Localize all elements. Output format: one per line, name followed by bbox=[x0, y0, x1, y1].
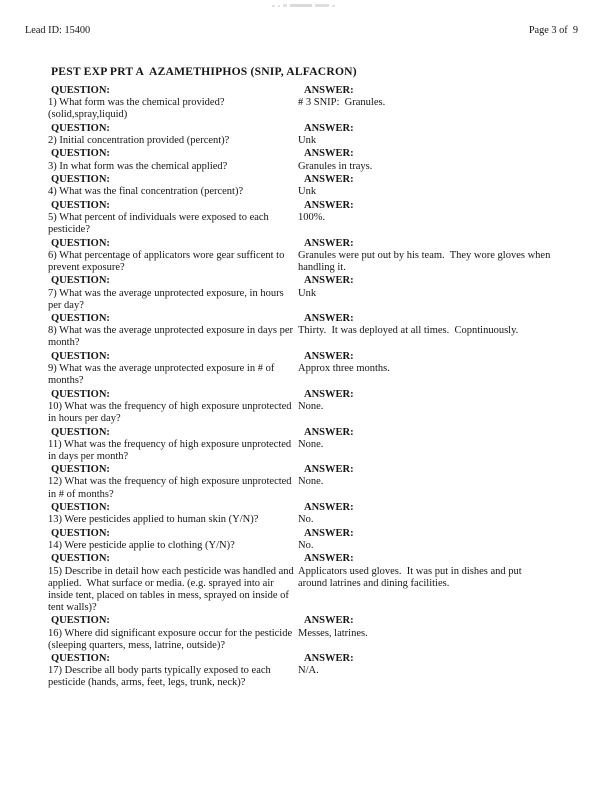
scan-artifact bbox=[272, 3, 335, 8]
answer-label: ANSWER: bbox=[304, 653, 354, 665]
answer-label: ANSWER: bbox=[304, 502, 354, 514]
answer-text: # 3 SNIP: Granules. bbox=[298, 97, 386, 109]
answer-label: ANSWER: bbox=[304, 615, 354, 627]
qa-block bbox=[48, 148, 563, 172]
document-title: PEST EXP PRT A AZAMETHIPHOS (SNIP, ALFACRON) bbox=[51, 65, 357, 78]
question-text: 1) What form was the chemical provided?(solid,spray,liquid) bbox=[48, 97, 225, 121]
qa-block bbox=[48, 502, 563, 526]
answer-text: Unk bbox=[298, 186, 317, 198]
question-text: 10) What was the frequency of high exposure unprotected in hours per day? bbox=[48, 400, 295, 424]
answer-text: Unk bbox=[298, 134, 317, 146]
answer-label: ANSWER: bbox=[304, 464, 354, 476]
question-text: 9) What was the average unprotected exposure in # of months? bbox=[48, 363, 277, 387]
qa-block bbox=[48, 123, 563, 147]
qa-block bbox=[48, 238, 563, 274]
answer-label: ANSWER: bbox=[304, 527, 354, 539]
answer-label: ANSWER: bbox=[304, 350, 354, 362]
question-text: 4) What was the final concentration (percent)? bbox=[48, 186, 244, 198]
qa-block bbox=[48, 427, 563, 463]
question-label: QUESTION: bbox=[51, 653, 110, 665]
answer-label: ANSWER: bbox=[304, 313, 354, 325]
answer-label: ANSWER: bbox=[304, 148, 354, 160]
question-text: 12) What was the frequency of high exposure unprotected in # of months? bbox=[48, 476, 295, 500]
answer-label: ANSWER: bbox=[304, 275, 354, 287]
question-label: QUESTION: bbox=[51, 502, 110, 514]
question-label: QUESTION: bbox=[51, 313, 110, 325]
qa-block bbox=[48, 553, 563, 613]
question-text: 2) Initial concentration provided (percent)? bbox=[48, 134, 230, 146]
answer-label: ANSWER: bbox=[304, 122, 354, 134]
answer-text: None. bbox=[298, 400, 324, 412]
question-text: 14) Were pesticide applie to clothing (Y/N)? bbox=[48, 539, 235, 551]
answer-text: None. bbox=[298, 438, 324, 450]
qa-block bbox=[48, 174, 563, 198]
lead-id-label: Lead ID: 15400 bbox=[25, 25, 91, 36]
qa-block bbox=[48, 313, 563, 349]
question-label: QUESTION: bbox=[51, 174, 110, 186]
qa-block bbox=[48, 200, 563, 236]
answer-text: 100%. bbox=[298, 211, 326, 223]
question-text: 17) Describe all body parts typically exposed to each pesticide (hands, arms, feet, legs, trunk, neck)? bbox=[48, 665, 274, 689]
question-label: QUESTION: bbox=[51, 527, 110, 539]
answer-label: ANSWER: bbox=[304, 85, 354, 96]
qa-block bbox=[48, 464, 563, 500]
question-label: QUESTION: bbox=[51, 122, 110, 134]
question-label: QUESTION: bbox=[51, 350, 110, 362]
question-text: 8) What was the average unprotected exposure in days per month? bbox=[48, 325, 296, 349]
question-label: QUESTION: bbox=[51, 237, 110, 249]
question-label: QUESTION: bbox=[51, 85, 110, 96]
question-label: QUESTION: bbox=[51, 388, 110, 400]
qa-block bbox=[48, 528, 563, 552]
qa-block bbox=[48, 615, 563, 651]
question-label: QUESTION: bbox=[51, 199, 110, 211]
answer-text: None. bbox=[298, 476, 324, 488]
question-text: 6) What percentage of applicators wore gear sufficent to prevent exposure? bbox=[48, 249, 287, 273]
question-label: QUESTION: bbox=[51, 275, 110, 287]
answer-label: ANSWER: bbox=[304, 237, 354, 249]
answer-label: ANSWER: bbox=[304, 426, 354, 438]
answer-text: Applicators used gloves. It was put in dishes and put around latrines and dining facilities. bbox=[298, 565, 525, 589]
question-text: 16) Where did significant exposure occur for the pesticide (sleeping quarters, mess, latrine, outside)? bbox=[48, 627, 295, 651]
answer-text: Approx three months. bbox=[298, 363, 390, 375]
qa-block bbox=[48, 85, 563, 121]
question-answer-list bbox=[48, 85, 563, 691]
answer-label: ANSWER: bbox=[304, 388, 354, 400]
question-label: QUESTION: bbox=[51, 553, 110, 565]
qa-block bbox=[48, 653, 563, 689]
answer-label: ANSWER: bbox=[304, 199, 354, 211]
question-label: QUESTION: bbox=[51, 426, 110, 438]
question-text: 5) What percent of individuals were exposed to each pesticide? bbox=[48, 211, 272, 236]
question-text: 3) In what form was the chemical applied? bbox=[48, 160, 228, 172]
question-label: QUESTION: bbox=[51, 148, 110, 160]
question-label: QUESTION: bbox=[51, 615, 110, 627]
answer-text: Thirty. It was deployed at all times. Copntinuously. bbox=[298, 325, 519, 337]
answer-text: Granules were put out by his team. They wore gloves when handling it. bbox=[298, 249, 553, 273]
page-header bbox=[25, 25, 578, 37]
answer-text: No. bbox=[298, 514, 314, 526]
question-label: QUESTION: bbox=[51, 464, 110, 476]
answer-text: N/A. bbox=[298, 665, 319, 677]
answer-label: ANSWER: bbox=[304, 553, 354, 565]
answer-text: No. bbox=[298, 539, 314, 551]
page-number-label: Page 3 of 9 bbox=[528, 25, 578, 36]
answer-text: Unk bbox=[298, 287, 317, 299]
question-text: 15) Describe in detail how each pesticide was handled and applied. What surface or media. (e.g. sprayed into air inside tent, placed on tables in mess, sprayed on inside of tent walls)? bbox=[48, 565, 297, 613]
answer-label: ANSWER: bbox=[304, 174, 354, 186]
answer-text: Granules in trays. bbox=[298, 160, 373, 172]
question-text: 11) What was the frequency of high exposure unprotected in days per month? bbox=[48, 438, 294, 462]
qa-block bbox=[48, 351, 563, 387]
qa-block bbox=[48, 275, 563, 311]
answer-text: Messes, latrines. bbox=[298, 627, 368, 639]
qa-block bbox=[48, 389, 563, 425]
question-text: 13) Were pesticides applied to human skin (Y/N)? bbox=[48, 514, 259, 526]
question-text: 7) What was the average unprotected exposure, in hours per day? bbox=[48, 287, 287, 311]
